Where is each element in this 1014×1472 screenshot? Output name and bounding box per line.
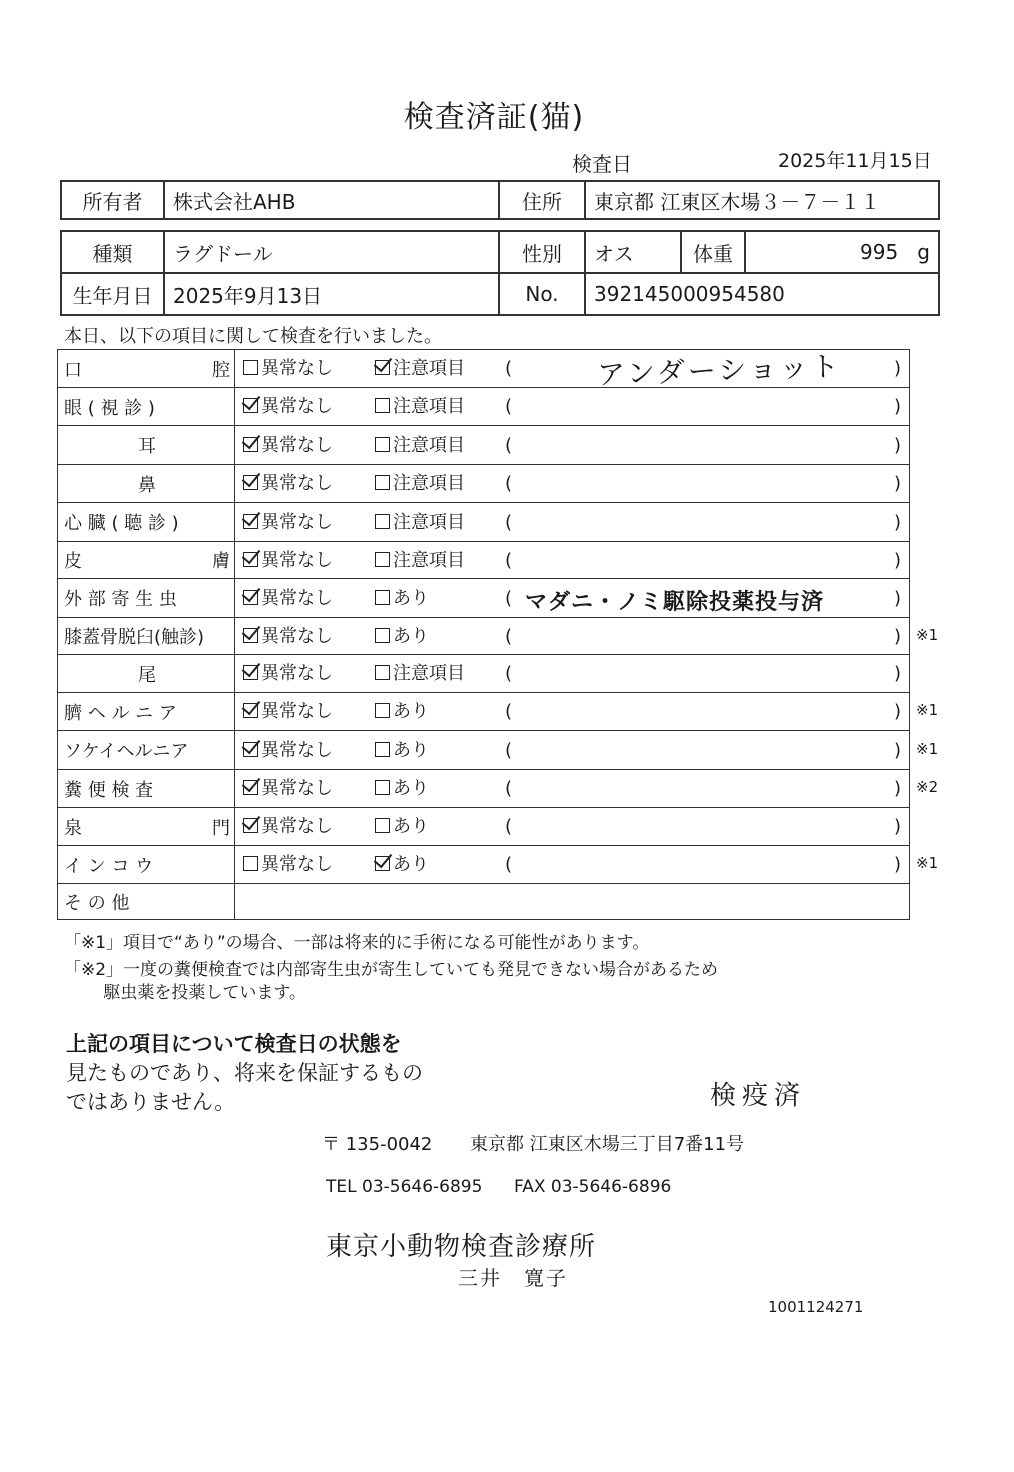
option-normal: 異常なし — [261, 358, 333, 379]
pet-table — [60, 230, 940, 316]
item-name-left: 皮 — [64, 551, 82, 572]
document-title: 検査済証(猫) — [403, 100, 585, 135]
option-caution: 注意項目 — [393, 511, 465, 533]
paren-close: ) — [893, 587, 901, 609]
remark-text: アンダーショット — [596, 349, 843, 392]
paren-close: ) — [893, 549, 901, 571]
option-present: あり — [393, 739, 429, 761]
note-marker: ※1 — [916, 854, 939, 872]
checkbox-icon[interactable] — [243, 742, 258, 757]
paren-close: ) — [893, 663, 901, 684]
clinic-name: 東京小動物検査診療所 — [326, 1232, 597, 1262]
inspection-result — [235, 503, 910, 542]
option-present: あり — [393, 587, 429, 609]
remarks — [501, 775, 901, 803]
checkbox-icon[interactable] — [375, 437, 390, 452]
weight-value: 995 — [860, 240, 899, 264]
option-caution: 注意項目 — [393, 549, 465, 571]
owner-value: 株式会社AHB — [164, 181, 499, 219]
option-caution: 注意項目 — [393, 396, 465, 417]
inspection-row — [58, 503, 910, 542]
number-label: No. — [499, 273, 585, 315]
option-normal: 異常なし — [261, 625, 333, 647]
item-name-text: 眼 ( 視 診 ) — [64, 397, 155, 419]
inspection-result — [235, 846, 910, 884]
inspection-item-name — [58, 350, 235, 388]
checkbox-icon[interactable] — [243, 360, 258, 375]
paren-open: ( — [505, 434, 513, 456]
paren-open: ( — [505, 739, 513, 761]
checkbox-icon[interactable] — [375, 742, 390, 757]
paren-close: ) — [893, 625, 901, 647]
checkbox-icon[interactable] — [375, 398, 390, 413]
weight-unit: g — [917, 240, 930, 264]
birth-value: 2025年9月13日 — [164, 273, 499, 315]
paren-open: ( — [505, 549, 513, 571]
veterinarian-name: 三井 寛子 — [458, 1266, 568, 1290]
paren-open: ( — [505, 701, 513, 722]
checkbox-icon[interactable] — [375, 360, 390, 375]
checkbox-icon[interactable] — [375, 856, 390, 871]
option-normal: 異常なし — [261, 816, 333, 837]
inspection-row — [58, 770, 910, 808]
option-normal: 異常なし — [261, 549, 333, 571]
warning-line-2: 見たものであり、将来を保証するもの — [66, 1061, 423, 1085]
item-name-text: 尾 — [138, 664, 156, 686]
checkbox-icon[interactable] — [243, 665, 258, 680]
inspection-item-name — [58, 542, 235, 579]
footnote-1: 「※1」項目で“あり”の場合、一部は将来的に手術になる可能性があります。 — [64, 933, 650, 953]
remarks — [501, 349, 901, 392]
inspection-item-name — [58, 884, 235, 920]
note-marker: ※2 — [916, 778, 939, 796]
option-normal: 異常なし — [261, 434, 333, 456]
option-normal: 異常なし — [261, 854, 333, 875]
item-name-text: イ ン コ ウ — [64, 855, 154, 877]
inspection-row — [58, 731, 910, 770]
inspection-result — [235, 349, 910, 392]
paren-open: ( — [505, 854, 513, 875]
inspection-result — [235, 388, 910, 426]
inspection-item-name — [58, 655, 235, 693]
option-normal: 異常なし — [261, 778, 333, 799]
checkbox-icon[interactable] — [243, 590, 258, 605]
paren-close: ) — [893, 816, 901, 837]
paren-open: ( — [505, 511, 513, 533]
checkbox-icon[interactable] — [375, 514, 390, 529]
checkbox-icon[interactable] — [375, 780, 390, 795]
inspection-result — [235, 693, 910, 731]
inspection-result — [235, 426, 910, 465]
inspection-item-name — [58, 503, 235, 542]
address-value: 東京都 江東区木場３－７－１１ — [585, 181, 939, 219]
paren-open: ( — [505, 778, 513, 799]
clinic-address: 東京都 江東区木場三丁目7番11号 — [470, 1134, 745, 1155]
paren-close: ) — [893, 473, 901, 494]
remarks — [501, 547, 901, 575]
item-name-right: 腔 — [212, 359, 230, 381]
exam-date-label: 検査日 — [572, 152, 632, 176]
address-label: 住所 — [499, 181, 585, 219]
paren-close: ) — [893, 358, 901, 379]
birth-label: 生年月日 — [61, 273, 164, 315]
option-normal: 異常なし — [261, 587, 333, 609]
item-name-left: 泉 — [64, 817, 82, 839]
inspection-item-name — [58, 846, 235, 884]
remarks — [501, 509, 901, 537]
option-normal: 異常なし — [261, 739, 333, 761]
breed-label: 種類 — [61, 231, 164, 273]
weight-label: 体重 — [681, 231, 745, 273]
inspection-item-name — [58, 465, 235, 503]
paren-close: ) — [893, 854, 901, 875]
intro-text: 本日、以下の項目に関して検査を行いました。 — [64, 326, 442, 347]
checkbox-icon[interactable] — [243, 475, 258, 490]
paren-close: ) — [893, 434, 901, 456]
serial-number: 1001124271 — [768, 1298, 864, 1316]
inspection-row — [58, 884, 910, 920]
inspection-row — [58, 426, 910, 465]
item-name-left: 口 — [64, 359, 82, 381]
paren-close: ) — [893, 739, 901, 761]
note-marker: ※1 — [916, 625, 939, 644]
option-caution: 注意項目 — [393, 358, 465, 379]
inspection-row — [58, 655, 910, 693]
checkbox-icon[interactable] — [375, 818, 390, 833]
option-caution: 注意項目 — [393, 473, 465, 494]
remarks — [501, 660, 901, 688]
paren-close: ) — [893, 396, 901, 417]
inspection-row — [58, 465, 910, 503]
inspection-row — [58, 388, 910, 426]
inspection-item-name — [58, 618, 235, 655]
remarks — [501, 813, 901, 841]
paren-open: ( — [505, 625, 513, 647]
weight-cell — [745, 231, 939, 273]
inspection-item-name — [58, 808, 235, 846]
remarks — [501, 623, 901, 651]
inspection-row — [58, 579, 910, 618]
exam-date-value: 2025年11月15日 — [778, 150, 932, 172]
breed-value: ラグドール — [164, 231, 499, 273]
inspection-result — [235, 655, 910, 693]
inspection-item-name — [58, 388, 235, 426]
checkbox-icon[interactable] — [243, 552, 258, 567]
item-name-text: ソケイヘルニア — [64, 741, 189, 762]
inspection-result — [235, 770, 910, 808]
option-caution: 注意項目 — [393, 663, 465, 684]
inspection-item-name — [58, 579, 235, 618]
remark-text: マダニ・ノミ駆除投薬投与済 — [525, 589, 825, 615]
inspection-item-name — [58, 770, 235, 808]
inspection-item-name — [58, 426, 235, 465]
inspection-result — [235, 618, 910, 655]
option-normal: 異常なし — [261, 663, 333, 684]
inspection-result — [235, 884, 910, 920]
inspection-table — [57, 349, 910, 920]
checkbox-icon[interactable] — [243, 780, 258, 795]
checkbox-icon[interactable] — [243, 856, 258, 871]
quarantine-stamp: 検疫済 — [710, 1081, 807, 1111]
inspection-result — [235, 808, 910, 846]
item-name-text: 臍 ヘ ル ニ ア — [64, 702, 177, 724]
paren-close: ) — [893, 701, 901, 722]
option-present: あり — [393, 778, 429, 799]
item-name-text: 膝蓋骨脱臼(触診) — [64, 627, 205, 648]
paren-open: ( — [505, 663, 513, 684]
clinic-zip: 〒 135-0042 — [322, 1134, 433, 1155]
paren-open: ( — [505, 358, 513, 379]
footnote-3: 駆虫薬を投薬しています。 — [64, 983, 307, 1003]
option-normal: 異常なし — [261, 701, 333, 722]
inspection-result — [235, 542, 910, 579]
note-marker: ※1 — [916, 701, 939, 719]
option-normal: 異常なし — [261, 473, 333, 494]
inspection-item-name — [58, 731, 235, 770]
remarks — [501, 698, 901, 726]
remarks — [501, 851, 901, 879]
checkbox-icon[interactable] — [375, 552, 390, 567]
clinic-fax: FAX 03-5646-6896 — [514, 1177, 672, 1197]
remarks — [501, 470, 901, 498]
checkbox-icon[interactable] — [243, 398, 258, 413]
sex-label: 性別 — [499, 231, 585, 273]
item-name-text: 糞 便 検 査 — [64, 779, 154, 801]
option-present: あり — [393, 701, 429, 722]
clinic-tel: TEL 03-5646-6895 — [326, 1177, 483, 1197]
inspection-row — [58, 350, 910, 388]
inspection-row — [58, 808, 910, 846]
owner-label: 所有者 — [61, 181, 164, 219]
remarks — [501, 432, 901, 460]
paren-open: ( — [505, 587, 513, 609]
paren-close: ) — [893, 511, 901, 533]
checkbox-icon[interactable] — [375, 665, 390, 680]
remarks — [501, 737, 901, 765]
inspection-result — [235, 465, 910, 503]
warning-line-1: 上記の項目について検査日の状態を — [66, 1032, 402, 1056]
item-name-text: 耳 — [138, 436, 156, 457]
inspection-result — [235, 731, 910, 770]
item-name-text: 心 臓 ( 聴 診 ) — [64, 513, 179, 534]
checkbox-icon[interactable] — [243, 437, 258, 452]
inspection-row — [58, 846, 910, 884]
checkbox-icon[interactable] — [375, 628, 390, 643]
option-present: あり — [393, 854, 429, 875]
checkbox-icon[interactable] — [243, 703, 258, 718]
checkbox-icon[interactable] — [243, 628, 258, 643]
option-present: あり — [393, 816, 429, 837]
checkbox-icon[interactable] — [243, 514, 258, 529]
item-name-right: 膚 — [212, 551, 230, 572]
checkbox-icon[interactable] — [375, 703, 390, 718]
checkbox-icon[interactable] — [375, 590, 390, 605]
inspection-row — [58, 693, 910, 731]
inspection-row — [58, 542, 910, 579]
item-name-text: そ の 他 — [64, 892, 130, 914]
inspection-result — [235, 579, 910, 618]
warning-text — [66, 1030, 446, 1117]
option-caution: 注意項目 — [393, 434, 465, 456]
checkbox-icon[interactable] — [375, 475, 390, 490]
paren-open: ( — [505, 473, 513, 494]
inspection-row — [58, 618, 910, 655]
item-name-text: 外 部 寄 生 虫 — [64, 589, 177, 610]
checkbox-icon[interactable] — [243, 818, 258, 833]
option-normal: 異常なし — [261, 511, 333, 533]
option-normal: 異常なし — [261, 396, 333, 417]
remarks — [501, 585, 901, 613]
footnote-2: 「※2」一度の糞便検査では内部寄生虫が寄生していても発見できない場合があるため — [64, 960, 719, 980]
owner-table — [60, 180, 940, 220]
number-value: 392145000954580 — [585, 273, 939, 315]
warning-line-3: ではありません。 — [66, 1090, 236, 1114]
option-present: あり — [393, 625, 429, 647]
inspection-item-name — [58, 693, 235, 731]
paren-open: ( — [505, 816, 513, 837]
remarks — [501, 393, 901, 421]
paren-open: ( — [505, 396, 513, 417]
item-name-right: 門 — [212, 817, 230, 839]
paren-close: ) — [893, 778, 901, 799]
item-name-text: 鼻 — [138, 474, 156, 496]
note-marker: ※1 — [916, 739, 939, 758]
sex-value: オス — [585, 231, 681, 273]
